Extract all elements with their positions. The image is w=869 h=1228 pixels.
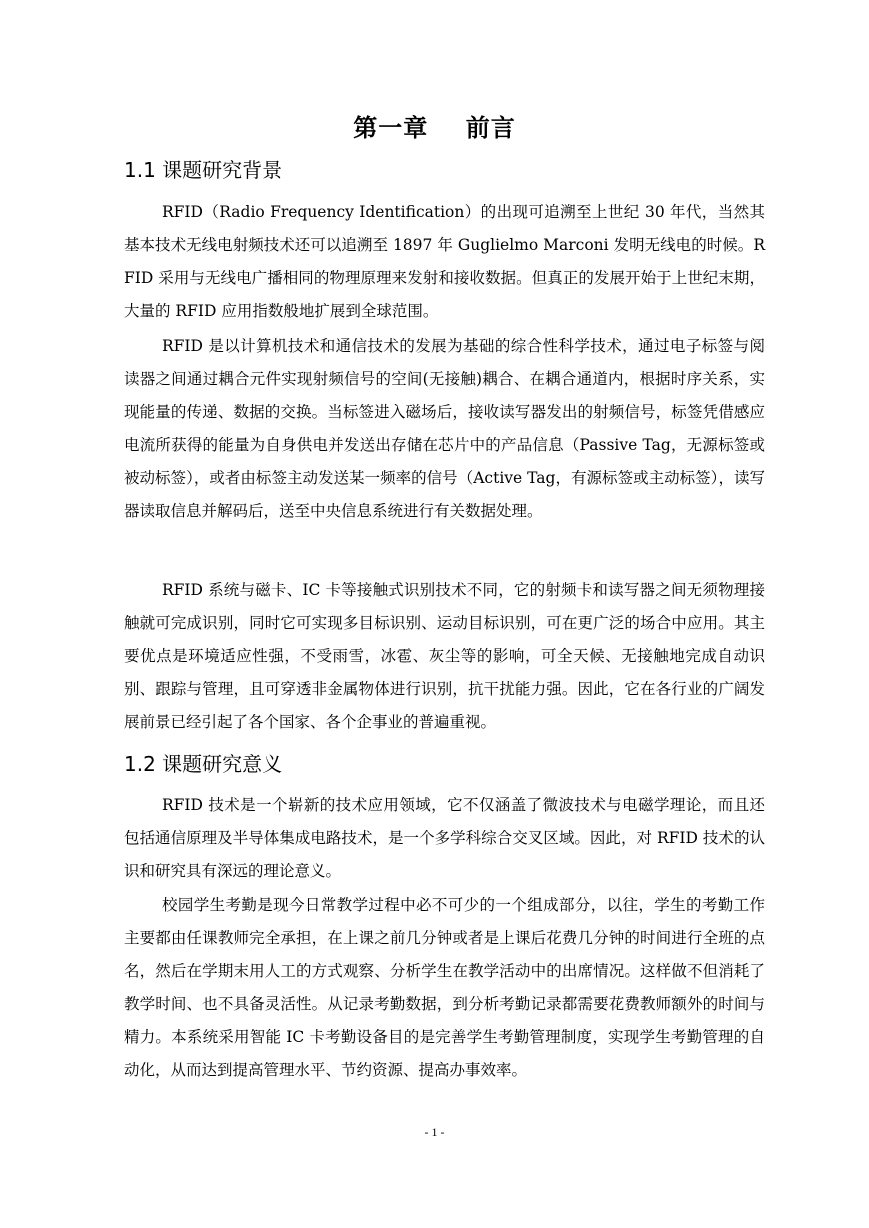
section-heading-1-1: 1.1 课题研究背景	[124, 158, 283, 182]
paragraph: RFID 是以计算机技术和通信技术的发展为基础的综合性科学技术，通过电子标签与阅读器之间通过耦合元件实现射频信号的空间(无接触)耦合、在耦合通道内，根据时序关系，实现能量的传递、数据的交换。当标签进入磁场后，接收读写器发出的射频信号，标签凭借感应电流所获得的能量为自身供电并发送出存储在芯片中的产品信息（Passive Tag，无源标签或被动标签），或者由标签主动发送某一频率的信号（Active Tag，有源标签或主动标签），读写器读取信息并解码后，送至中央信息系统进行有关数据处理。	[124, 337, 765, 520]
paragraph: 校园学生考勤是现今日常教学过程中必不可少的一个组成部分，以往，学生的考勤工作主要都由任课教师完全承担，在上课之前几分钟或者是上课后花费几分钟的时间进行全班的点名，然后在学期末用人工的方式观察、分析学生在教学活动中的出席情况。这样做不但消耗了教学时间、也不具备灵活性。从记录考勤数据，到分析考勤记录都需要花费教师额外的时间与精力。本系统采用智能 IC 卡考勤设备目的是完善学生考勤管理制度，实现学生考勤管理的自动化，从而达到提高管理水平、节约资源、提高办事效率。	[124, 896, 765, 1079]
page-number: - 1 -	[424, 1125, 445, 1139]
section-heading-1-2: 1.2 课题研究意义	[124, 752, 283, 776]
paragraph: RFID 系统与磁卡、IC 卡等接触式识别技术不同，它的射频卡和读写器之间无须物理接触就可完成识别，同时它可实现多目标识别、运动目标识别，可在更广泛的场合中应用。其主要优点是环境适应性强，不受雨雪，冰雹、灰尘等的影响，可全天候、无接触地完成自动识别、跟踪与管理，且可穿透非金属物体进行识别，抗干扰能力强。因此，它在各行业的广阔发展前景已经引起了各个国家、各个企事业的普遍重视。	[124, 581, 765, 731]
paragraph: RFID 技术是一个崭新的技术应用领域，它不仅涵盖了微波技术与电磁学理论，而且还包括通信原理及半导体集成电路技术，是一个多学科综合交叉区域。因此，对 RFID 技术的认识和研究具有深远的理论意义。	[124, 796, 765, 880]
chapter-title: 第一章 前言	[353, 114, 516, 142]
paragraph: RFID（Radio Frequency Identification）的出现可追溯至上世纪 30 年代，当然其基本技术无线电射频技术还可以追溯至 1897 年 Guglielmo Marconi 发明无线电的时候。RFID 采用与无线电广播相同的物理原理来发射和接收数据。但真正的发展开始于上世纪末期，大量的 RFID 应用指数般地扩展到全球范围。	[124, 203, 765, 320]
